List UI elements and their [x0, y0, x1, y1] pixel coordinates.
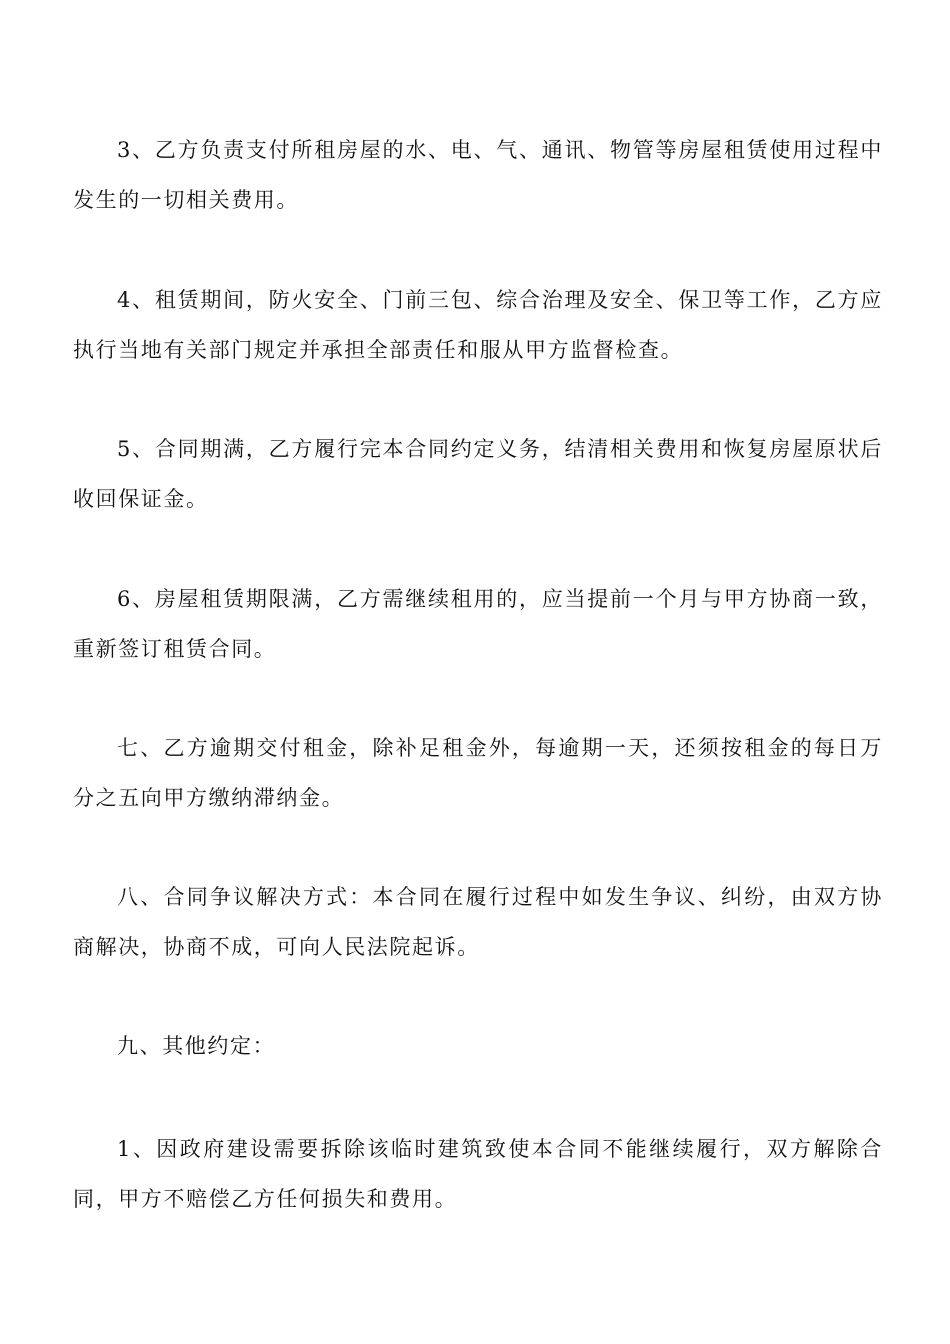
clause-paragraph-demolition: 1、因政府建设需要拆除该临时建筑致使本合同不能继续履行，双方解除合同，甲方不赔偿乙方任何损失和费用。 [73, 1137, 883, 1211]
clause-paragraph-utilities: 3、乙方负责支付所租房屋的水、电、气、通讯、物管等房屋租赁使用过程中发生的一切相关费用。 [73, 138, 883, 212]
clause-paragraph-dispute: 八、合同争议解决方式：本合同在履行过程中如发生争议、纠纷，由双方协商解决，协商不成，可向人民法院起诉。 [73, 885, 883, 959]
clause-heading-other: 九、其他约定： [117, 1034, 276, 1058]
clause-paragraph-renewal: 6、房屋租赁期限满，乙方需继续租用的，应当提前一个月与甲方协商一致，重新签订租赁合同。 [73, 587, 883, 661]
clause-paragraph-safety: 4、租赁期间，防火安全、门前三包、综合治理及安全、保卫等工作，乙方应执行当地有关部门规定并承担全部责任和服从甲方监督检查。 [73, 288, 883, 362]
clause-paragraph-deposit: 5、合同期满，乙方履行完本合同约定义务，结清相关费用和恢复房屋原状后收回保证金。 [73, 437, 883, 511]
clause-paragraph-late-payment: 七、乙方逾期交付租金，除补足租金外，每逾期一天，还须按租金的每日万分之五向甲方缴纳滞纳金。 [73, 736, 883, 810]
